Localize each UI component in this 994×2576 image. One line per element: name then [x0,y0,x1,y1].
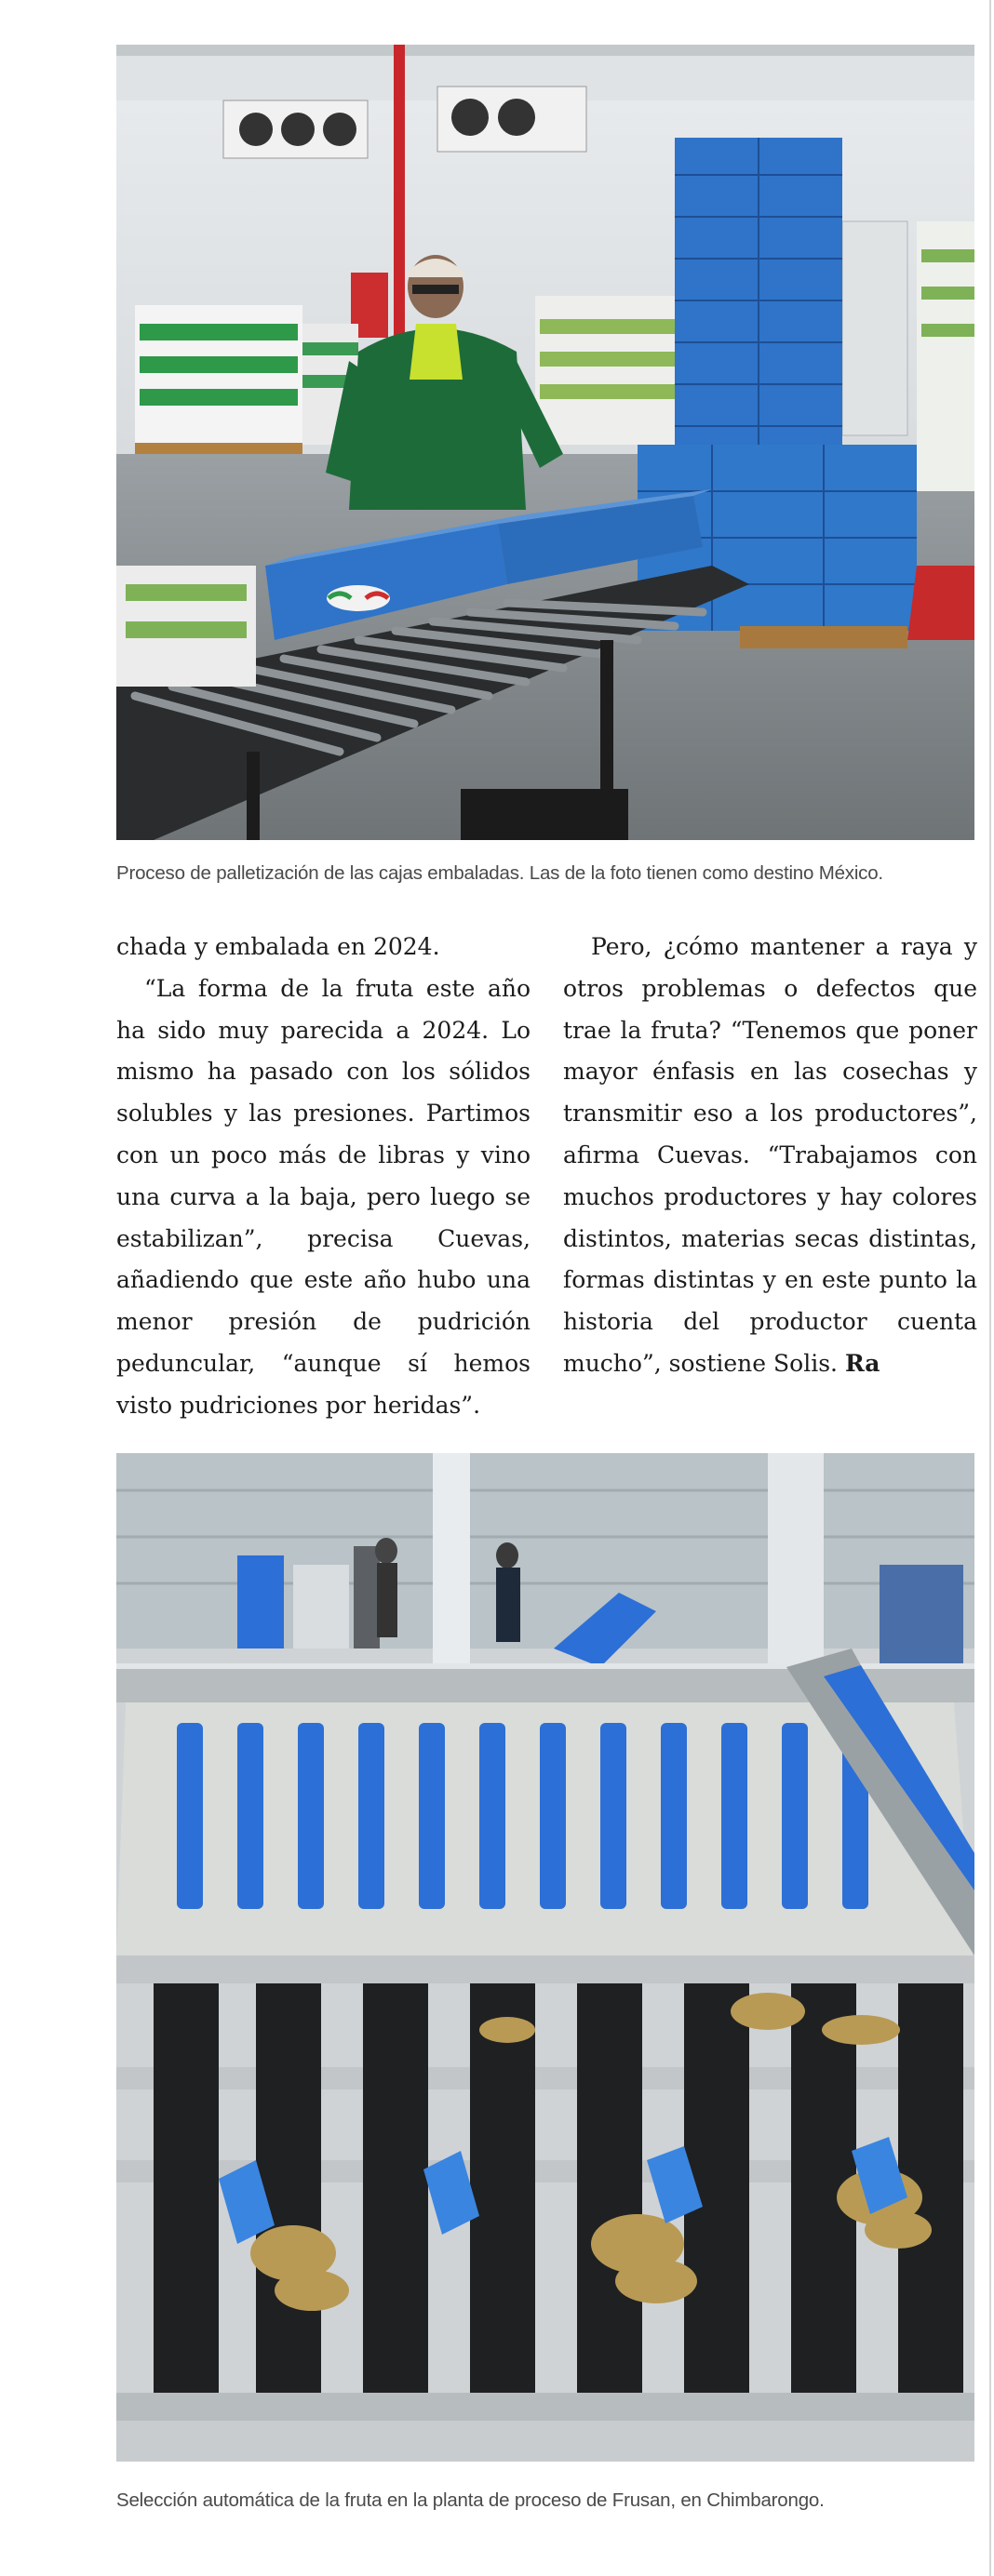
photo-caption-sorting: Selección automática de la fruta en la planta de proceso de Frusan, en Chimbarongo. [116,2489,825,2511]
article-column-right [563,927,977,1385]
page-edge-rule [989,0,991,2576]
article-column-left [116,927,531,1427]
paragraph-question [563,927,977,1385]
paragraph-continuation: chada y embalada en 2024. [116,933,440,960]
paragraph-quote-cuevas: “La forma de la fruta este año ha sido muy parecida a 2024. Lo mismo ha pasado con los sólidos solubles y las presiones. Partimos con un poco más de libras y vino una curva a la baja, pero luego se estabilizan”, precisa Cuevas, añadiendo que este año hubo una menor presión de pudrición peduncular, “aunque sí hemos visto pudriciones por heridas”. [116,974,531,1419]
paragraph-question-text: Pero, ¿cómo mantener a raya y otros problemas o defectos que trae la fruta? “Tenemos que poner mayor énfasis en las cosechas y transmitir eso a los productores”, afirma Cuevas. “Trabajamos con muchos productores y hay colores distintos, materias secas distintas, formas distintas y en este punto la historia del productor cuenta mucho”, sostiene Solis. [563,933,977,1377]
photo-caption-palletizing: Proceso de palletización de las cajas embaladas. Las de la foto tienen como destino México. [116,862,883,884]
article-end-signature: Ra [844,1349,880,1377]
photo-sorting-line [116,1453,974,2462]
photo-palletizing [116,45,974,840]
